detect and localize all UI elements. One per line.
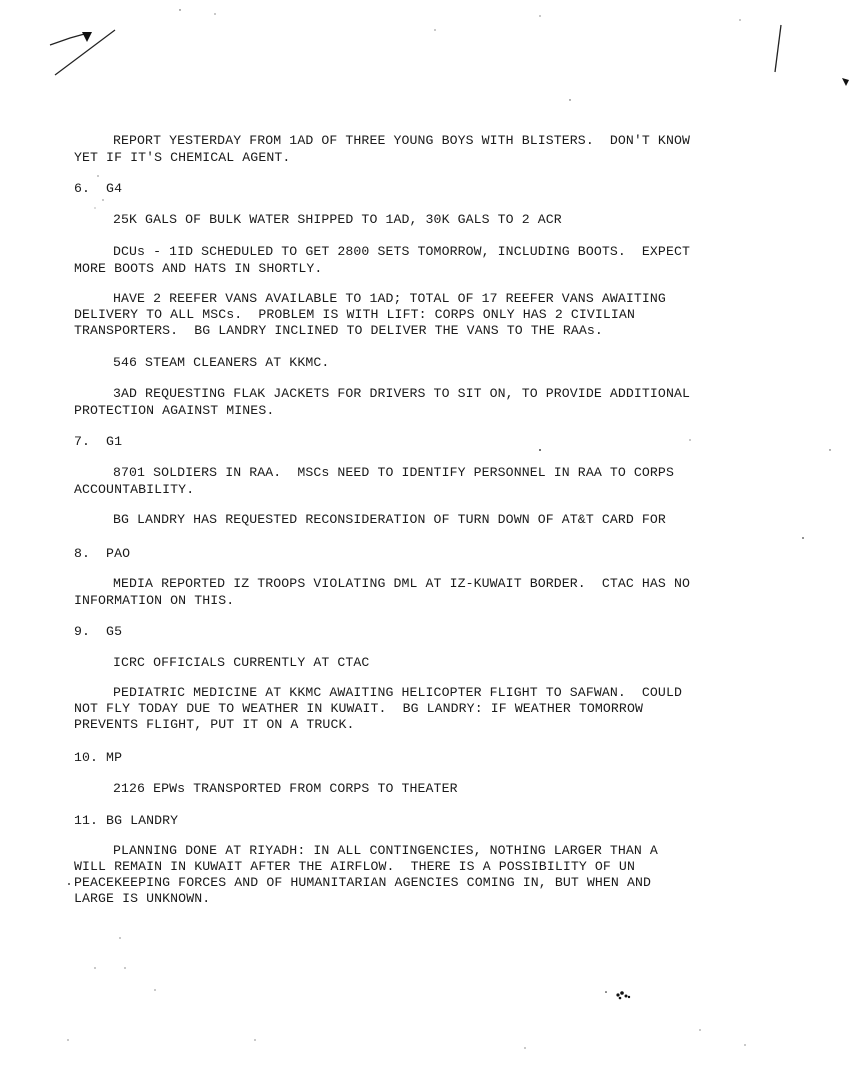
section-heading-g5: 9. G5 [74,624,123,639]
reefer-line-1: HAVE 2 REEFER VANS AVAILABLE TO 1AD; TOTAL OF 17 REEFER VANS AWAITING [113,291,666,306]
pediatric-line-2: NOT FLY TODAY DUE TO WEATHER IN KUWAIT. BG LANDRY: IF WEATHER TOMORROW [74,701,643,716]
report-line-2: YET IF IT'S CHEMICAL AGENT. [74,150,291,165]
flak-line-2: PROTECTION AGAINST MINES. [74,403,275,418]
report-line-1: REPORT YESTERDAY FROM 1AD OF THREE YOUNG BOYS WITH BLISTERS. DON'T KNOW [113,133,690,148]
soldiers-line-2: ACCOUNTABILITY. [74,482,195,497]
section-heading-bg-landry: 11. BG LANDRY [74,813,179,828]
soldiers-line-1: 8701 SOLDIERS IN RAA. MSCs NEED TO IDENTIFY PERSONNEL IN RAA TO CORPS [113,465,674,480]
section-heading-mp: 10. MP [74,750,123,765]
pediatric-line-1: PEDIATRIC MEDICINE AT KKMC AWAITING HELICOPTER FLIGHT TO SAFWAN. COULD [113,685,682,700]
corner-scribble-icon [50,30,115,75]
steam-cleaners-line: 546 STEAM CLEANERS AT KKMC. [113,355,330,370]
pediatric-line-3: PREVENTS FLIGHT, PUT IT ON A TRUCK. [74,717,355,732]
planning-line-4: LARGE IS UNKNOWN. [74,891,211,906]
section-heading-pao: 8. PAO [74,546,131,561]
att-card-line: BG LANDRY HAS REQUESTED RECONSIDERATION OF TURN DOWN OF AT&T CARD FOR [113,512,666,527]
planning-line-1: PLANNING DONE AT RIYADH: IN ALL CONTINGENCIES, NOTHING LARGER THAN A [113,843,658,858]
dcus-line-1: DCUs - 1ID SCHEDULED TO GET 2800 SETS TOMORROW, INCLUDING BOOTS. EXPECT [113,244,690,259]
media-line-1: MEDIA REPORTED IZ TROOPS VIOLATING DML AT IZ-KUWAIT BORDER. CTAC HAS NO [113,576,690,591]
media-line-2: INFORMATION ON THIS. [74,593,235,608]
edge-arrow-icon [842,78,849,86]
epws-line: 2126 EPWs TRANSPORTED FROM CORPS TO THEATER [113,781,458,796]
icrc-line: ICRC OFFICIALS CURRENTLY AT CTAC [113,655,370,670]
section-heading-g4: 6. G4 [74,181,123,196]
reefer-line-2: DELIVERY TO ALL MSCs. PROBLEM IS WITH LIFT: CORPS ONLY HAS 2 CIVILIAN [74,307,635,322]
water-line: 25K GALS OF BULK WATER SHIPPED TO 1AD, 30K GALS TO 2 ACR [113,212,562,227]
planning-line-3: PEACEKEEPING FORCES AND OF HUMANITARIAN AGENCIES COMING IN, BUT WHEN AND [74,875,651,890]
ink-smudge [605,991,630,999]
section-heading-g1: 7. G1 [74,434,123,449]
vertical-pen-stroke [775,25,781,72]
dcus-line-2: MORE BOOTS AND HATS IN SHORTLY. [74,261,323,276]
corner-triangle-icon [82,32,92,42]
reefer-line-3: TRANSPORTERS. BG LANDRY INCLINED TO DELIVER THE VANS TO THE RAAs. [74,323,603,338]
planning-line-2: WILL REMAIN IN KUWAIT AFTER THE AIRFLOW. THERE IS A POSSIBILITY OF UN [74,859,635,874]
flak-line-1: 3AD REQUESTING FLAK JACKETS FOR DRIVERS TO SIT ON, TO PROVIDE ADDITIONAL [113,386,690,401]
